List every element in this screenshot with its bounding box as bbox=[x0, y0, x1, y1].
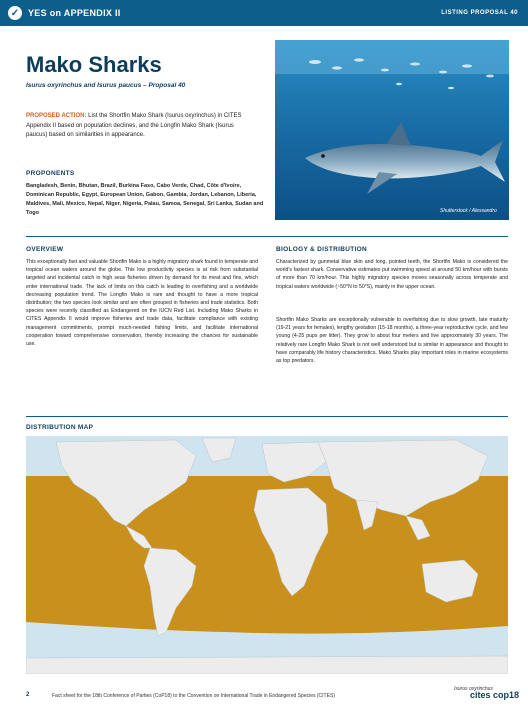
shark-photo bbox=[275, 40, 509, 220]
distribution-heading: DISTRIBUTION MAP bbox=[26, 424, 94, 431]
footer-text: Fact sheet for the 18th Conference of Parties (CoP18) to the Convention on International Trade in Endangered Species (CITES) bbox=[52, 693, 335, 699]
page-number: 2 bbox=[26, 692, 30, 698]
proposed-action bbox=[26, 112, 256, 141]
banner-title: YES on APPENDIX II bbox=[28, 8, 121, 18]
biology-text-1: Characterized by gunmetal blue skin and long, pointed teeth, the Shortfin Mako is considered the world's fastest shark. Conservative estimates put swimming speed at around 50 km/hour with bursts of more than 70 km/hour. This highly migratory species moves seasonally across temperate and tropical waters worldwide (~50°N to 50°S), mainly in the upper ocean. bbox=[276, 259, 508, 290]
cites-logo: cites cop18 bbox=[470, 690, 520, 700]
proposed-action-text: List the Shortfin Mako Shark (Isurus oxyrinchus) in CITES Appendix II based on population declines, and the Longfin Mako Shark (Isurus paucus) based on similarities in appearance. bbox=[26, 113, 242, 138]
proponents-heading: PROPONENTS bbox=[26, 170, 75, 177]
overview-heading: OVERVIEW bbox=[26, 246, 64, 253]
proposal-label: LISTING PROPOSAL 40 bbox=[441, 10, 518, 16]
page-subtitle: Isurus oxyrinchus and Isurus paucus – Proposal 40 bbox=[26, 82, 186, 89]
biology-heading: BIOLOGY & DISTRIBUTION bbox=[276, 246, 367, 253]
page-title: Mako Sharks bbox=[26, 52, 162, 77]
proponents-list: Bangladesh, Benin, Bhutan, Brazil, Burkina Faso, Cabo Verde, Chad, Côte d'Ivoire, Dominican Republic, Egypt, European Union, Gabon, Gambia, Jordan, Lebanon, Liberia, Maldives, Mali, Mexico, Nepal, Niger, Nigeria, Palau, Samoa, Senegal, Sri Lanka, Sudan and Togo bbox=[26, 183, 264, 216]
distribution-map bbox=[26, 436, 508, 674]
proposed-action-label: PROPOSED ACTION: bbox=[26, 113, 87, 119]
biology-text-2: Shortfin Mako Sharks are exceptionally vulnerable to overfishing due to slow growth, late maturity (19-21 years for females), lengthy gestation (15-18 months), a three-year reproductive cycle, and few young (4-25 pups per litter). They grow to about four meters and live approximately 30 years. The relatively rare Longfin Mako Shark is not well understood but is similar in appearance and thought to have comparably life history characteristics. Mako Sharks play important roles in marine ecosystems as top predators. bbox=[276, 317, 508, 365]
banner-left bbox=[8, 6, 121, 20]
checkmark-icon: ✓ bbox=[8, 6, 22, 20]
section-divider bbox=[26, 236, 508, 237]
map-caption: Isurus oxyrinchus bbox=[454, 686, 493, 692]
top-banner bbox=[0, 0, 528, 26]
photo-caption: Shutterstock / Alessandro bbox=[440, 208, 497, 214]
section-divider-2 bbox=[26, 416, 508, 417]
overview-text: This exceptionally fast and valuable Shortfin Mako is a highly migratory shark found in temperate and tropical ocean waters around the globe. This low productivity species is at risk from substantial targeted and incidental catch in high seas fisheries driven by demand for its meat and fins, which enter international trade. The lack of limits on this catch is leading to overfishing and a worldwide decreasing population trend. The Longfin Mako is rare and thought to have a more tropical distribution; the two species look similar and are often grouped in fisheries and trade statistics. Both species were recently classified as Endangered on the IUCN Red List. Including Mako Sharks in CITES Appendix II would improve fisheries and trade data, facilitate compliance with existing management commitments, prompt much-needed fishing limits, and facilitate international cooperation toward comprehensive conservation, thereby increasing the chances for sustainable use. bbox=[26, 259, 258, 348]
